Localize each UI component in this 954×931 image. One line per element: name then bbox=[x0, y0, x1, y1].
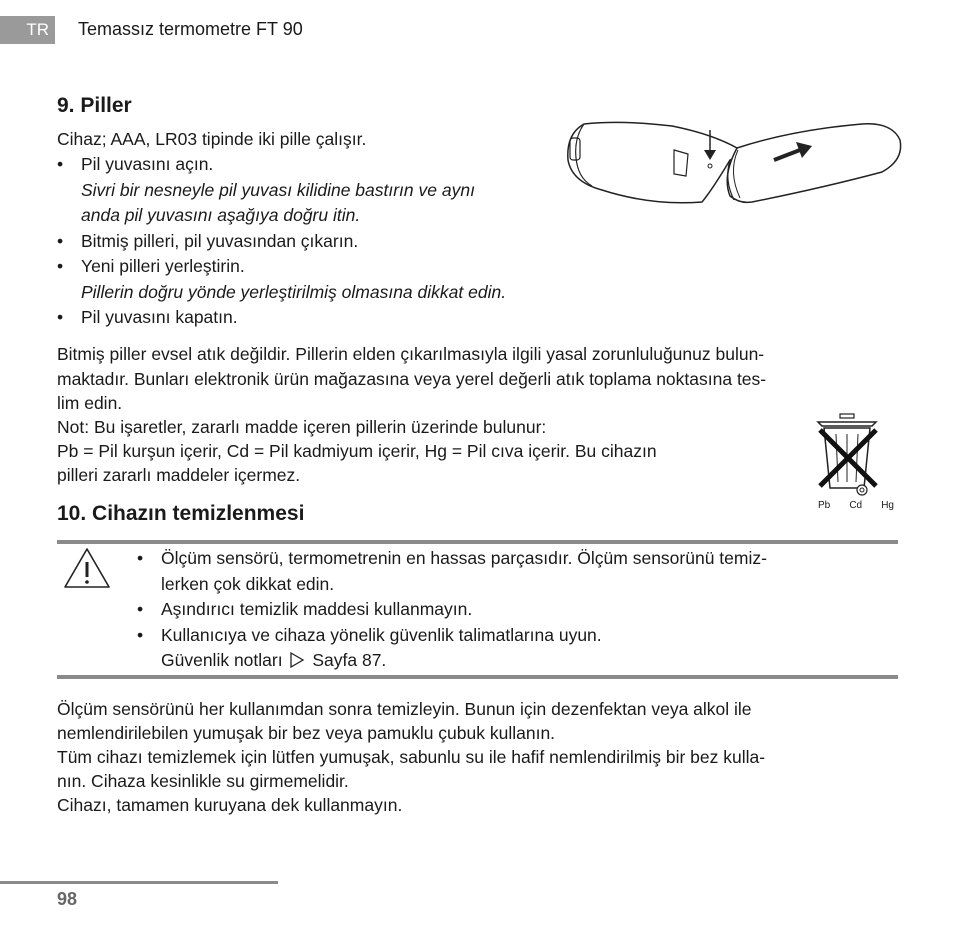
step-text: Yeni pilleri yerleştirin. bbox=[81, 256, 245, 276]
warning-triangle-icon bbox=[62, 546, 112, 590]
disposal-note-line: Pb = Pil kurşun içerir, Cd = Pil kadmiyum içerir, Hg = Pil cıva içerir. Bu cihazın bbox=[57, 441, 657, 461]
bin-label-pb: Pb bbox=[818, 500, 831, 511]
page-number: 98 bbox=[57, 889, 78, 909]
section-10-heading: 10. Cihazın temizlenmesi bbox=[57, 502, 305, 525]
safety-reference bbox=[161, 648, 897, 674]
battery-compartment-illustration bbox=[562, 120, 904, 212]
safety-reference-label: Güvenlik notları bbox=[161, 650, 283, 670]
warning-box-bottom-rule bbox=[57, 675, 898, 679]
disposal-note-line: pilleri zararlı maddeler içermez. bbox=[57, 465, 301, 485]
warning-text: • Aşındırıcı temizlik maddesi kullanmayın. bbox=[161, 599, 473, 619]
warning-text: lerken çok dikkat edin. bbox=[161, 573, 335, 594]
cleaning-line: Tüm cihazı temizlemek için lütfen yumuşak, sabunlu su ile hafif nemlendirilmiş bir bez kulla- bbox=[57, 747, 766, 767]
list-item bbox=[57, 254, 617, 305]
bin-symbol-labels bbox=[818, 500, 894, 511]
crossed-bin-icon bbox=[812, 412, 884, 500]
disposal-line: Bitmiş piller evsel atık değildir. Pillerin elden çıkarılmasıyla ilgili yasal zorunluluğunuz bulun- bbox=[57, 344, 765, 364]
section-9-heading: 9. Piller bbox=[57, 94, 132, 117]
step-note: Pillerin doğru yönde yerleştirilmiş olmasına dikkat edin. bbox=[81, 281, 507, 302]
document-title: Temassız termometre FT 90 bbox=[78, 19, 303, 39]
disposal-line: lim edin. bbox=[57, 393, 123, 413]
warning-text: • Ölçüm sensörü, termometrenin en hassas parçasıdır. Ölçüm sensorünü temiz- bbox=[161, 548, 767, 568]
step-note: Sivri bir nesneyle pil yuvası kilidine bastırın ve aynı bbox=[81, 179, 475, 200]
cleaning-line: Ölçüm sensörünü her kullanımdan sonra temizleyin. Bunun için dezenfektan veya alkol ile bbox=[57, 699, 752, 719]
section-9-intro: Cihaz; AAA, LR03 tipinde iki pille çalışır. bbox=[57, 129, 367, 149]
warning-box-top-rule bbox=[57, 540, 898, 544]
bin-label-hg: Hg bbox=[881, 500, 894, 511]
step-text: Bitmiş pilleri, pil yuvasından çıkarın. bbox=[81, 230, 359, 251]
list-item bbox=[57, 305, 617, 331]
step-text: Pil yuvasını kapatın. bbox=[81, 307, 238, 327]
language-tab: TR bbox=[0, 16, 55, 44]
page-reference-arrow-icon bbox=[289, 652, 305, 668]
list-item bbox=[57, 152, 617, 229]
safety-reference-page: Sayfa 87. bbox=[312, 650, 387, 670]
cleaning-line: nın. Cihaza kesinlikle su girmemelidir. bbox=[57, 771, 349, 791]
list-item bbox=[137, 623, 897, 674]
step-note: anda pil yuvasını aşağıya doğru itin. bbox=[81, 205, 361, 225]
disposal-line: maktadır. Bunları elektronik ürün mağazasına veya yerel değerli atık toplama noktasına tes- bbox=[57, 369, 767, 389]
list-item bbox=[137, 546, 897, 597]
bin-label-cd: Cd bbox=[849, 500, 863, 511]
list-item bbox=[137, 597, 897, 623]
cleaning-line: nemlendirilebilen yumuşak bir bez veya pamuklu çubuk kullanın. bbox=[57, 723, 556, 743]
list-item bbox=[57, 229, 617, 255]
warning-text: • Kullanıcıya ve cihaza yönelik güvenlik talimatlarına uyun. bbox=[161, 624, 602, 645]
battery-steps-list bbox=[57, 152, 617, 331]
cleaning-line: Cihazı, tamamen kuruyana dek kullanmayın. bbox=[57, 795, 403, 815]
cleaning-warnings-list bbox=[137, 546, 897, 674]
disposal-note-line: Not: Bu işaretler, zararlı madde içeren pillerin üzerinde bulunur: bbox=[57, 417, 547, 437]
step-text: Pil yuvasını açın. bbox=[81, 154, 214, 174]
footer-rule bbox=[0, 881, 278, 884]
